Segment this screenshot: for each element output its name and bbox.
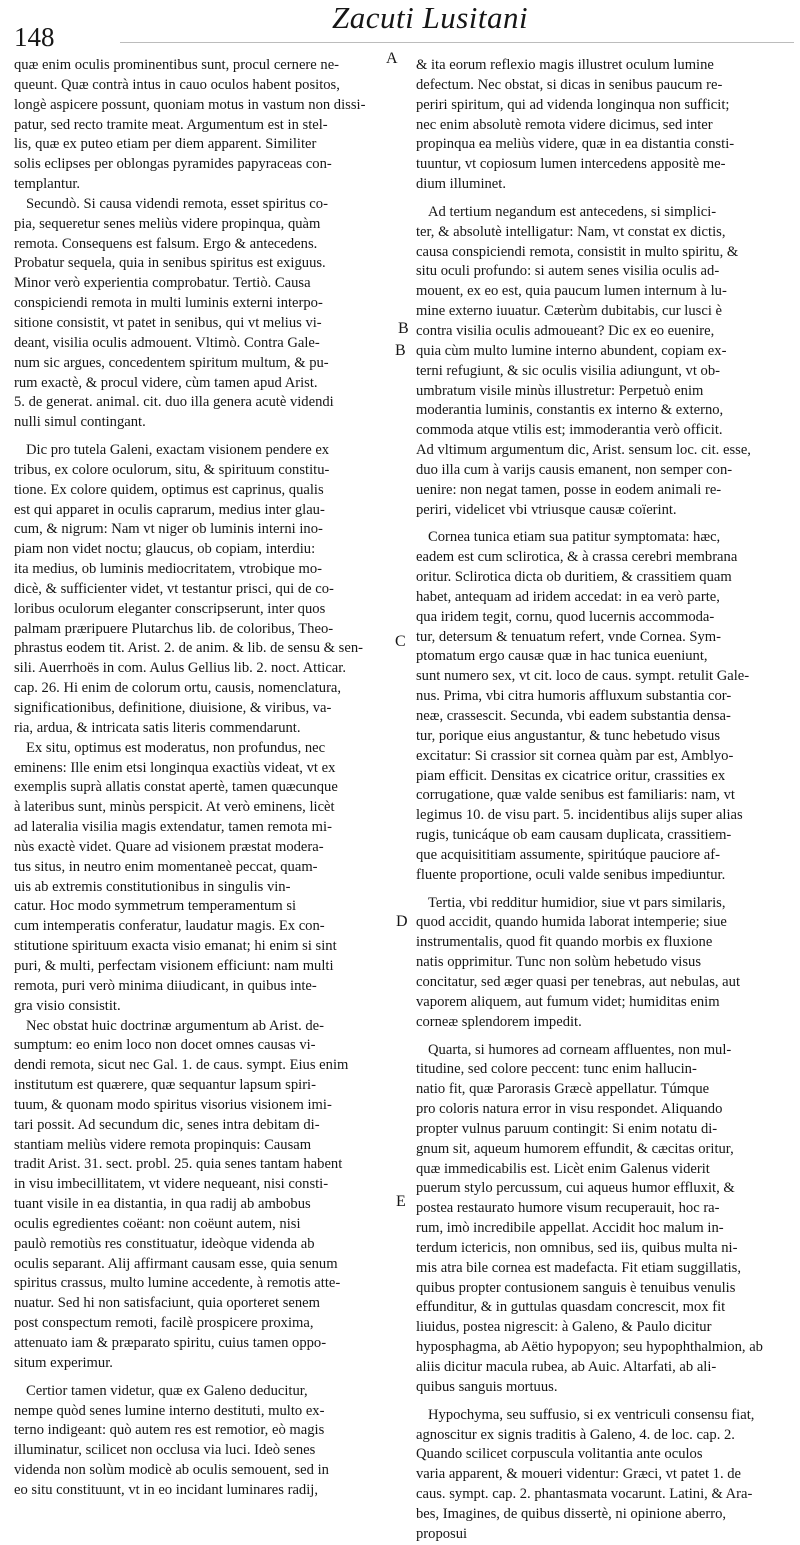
text-line: terni refugiunt, & sic oculis visilia adiungunt, vt ob- xyxy=(416,362,720,379)
text-line: instrumentalis, quod fit quando morbis ex fluxione xyxy=(416,934,713,951)
text-line: tur, porique eius angustantur, & tunc hebetudo visus xyxy=(416,727,721,744)
header-rule xyxy=(120,42,794,43)
text-line: tus situs, in neutro enim momentaneè peccat, quam- xyxy=(14,858,318,875)
text-line: commoda atque vtilis est; immoderantia verò officit. xyxy=(416,422,723,439)
margin-letter-b1: B xyxy=(398,320,409,337)
text-line: illuminatur, scilicet non occlusa via luci. Ideò senes xyxy=(14,1442,316,1459)
text-line: significationibus, definitione, diuisione, & viribus, va- xyxy=(14,700,332,716)
text-line: situm experimur. xyxy=(14,1354,113,1371)
text-line: paulò remotiùs res constituatur, ideòque videnda ab xyxy=(14,1235,315,1252)
page-header xyxy=(0,0,800,58)
text-line: rum exactè, & procul videre, cùm tamen apud Arist. xyxy=(14,374,318,391)
text-line: ria, ardua, & intricata satis literis commendarunt. xyxy=(14,719,301,736)
text-line: causa conspiciendi remota, consistit in multo spiritu, & xyxy=(416,243,739,260)
text-line: quæ immedicabilis est. Licèt enim Galenus viderit xyxy=(416,1160,710,1177)
text-line: terno indigeant: quò autem res est remotior, eò magis xyxy=(14,1422,325,1439)
text-line: mine externo iuuatur. Cæterùm dubitabis, cur lusci è xyxy=(416,303,722,320)
text-line: postea restaurato humore visum recuperauit, hoc ra- xyxy=(416,1200,720,1217)
text-line: tuum, & quonam modo spiritus visorius visionem imi- xyxy=(14,1096,332,1113)
text-line: dium illuminet. xyxy=(416,176,506,193)
left-text-column xyxy=(14,56,378,1501)
text-line: quia cùm multo lumine interno abundent, copiam ex- xyxy=(416,342,727,359)
text-line: gnum sit, aqueum humorem effundit, & cæcitas oritur, xyxy=(416,1140,734,1157)
text-line: corneæ splendorem impedit. xyxy=(416,1013,582,1030)
text-line: à lateribus sunt, minùs perspicit. At verò eminens, licèt xyxy=(14,799,335,816)
text-line: uis ab extremis constitutionibus in singulis vin- xyxy=(14,878,291,895)
text-line: effunditur, & in guttulas quasdam concrescit, mox fit xyxy=(416,1299,726,1316)
text-line: varia apparent, & moueri videntur: Græci, vt patet 1. de xyxy=(416,1466,742,1483)
text-line: templantur. xyxy=(14,176,81,193)
text-line: Minor verò experientia comprobatur. Tertiò. Causa xyxy=(14,275,311,292)
text-line: sili. Auerrhoës in com. Aulus Gellius lib. 2. noct. Atticar. xyxy=(14,660,346,677)
text-line: sitione consistit, vt patet in senibus, qui vt melius vi- xyxy=(14,314,322,331)
text-line: quæ enim oculis prominentibus sunt, procul cernere ne- xyxy=(14,57,340,73)
text-line: agnoscitur ex signis traditis à Galeno, 4. de loc. cap. 2. xyxy=(416,1426,735,1443)
text-line: remota. Consequens est falsum. Ergo & antecedens. xyxy=(14,235,318,252)
text-line: legimus 10. de visu part. 5. incidentibus alijs super alias xyxy=(416,807,743,824)
text-line: tur, detersum & tenuatum refert, vnde Cornea. Sym- xyxy=(416,628,721,645)
text-line: que acquisititiam assumente, spiritúque pauciore af- xyxy=(416,846,720,863)
running-head: Zacuti Lusitani xyxy=(332,0,529,35)
text-line: Dic pro tutela Galeni, exactam visionem pendere ex xyxy=(26,442,330,459)
text-line: nùs exactè videt. Quare ad visionem præstat modera- xyxy=(14,838,324,855)
text-line: cap. 26. Hi enim de colorum ortu, causis, nomenclatura, xyxy=(14,680,342,697)
text-line: ptomatum ergo causæ quæ in hac tunica eueniunt, xyxy=(416,648,708,665)
text-line: lis, quæ ex puteo etiam per diem apparent. Similiter xyxy=(14,136,317,153)
text-line: sumptum: eo enim loco non docet omnes causas vi- xyxy=(14,1037,316,1054)
text-line: nempe quòd senes lumine interno destituti, multo ex- xyxy=(14,1402,325,1419)
text-line: puri, & multi, perfectam visionem efficiunt: nam multi xyxy=(14,957,334,974)
text-line: neæ, crassescit. Secunda, vbi eadem substantia densa- xyxy=(416,708,731,724)
text-line: Certior tamen videtur, quæ ex Galeno deducitur, xyxy=(26,1382,308,1399)
text-line: oritur. Sclirotica dicta ob duritiem, & crassitiem quam xyxy=(416,569,732,586)
text-line: eminens: Ille enim etsi longinqua exactiùs videat, vt ex xyxy=(14,759,336,776)
text-line: tari possit. Ad secundum dic, senes intra debitam di- xyxy=(14,1116,320,1133)
text-line: post conspectum remoti, facilè prospicere proxima, xyxy=(14,1315,314,1332)
text-line: oculis separant. Alij affirmant causam esse, quia senum xyxy=(14,1255,338,1272)
text-line: piam efficit. Densitas ex cicatrice oritur, crassities ex xyxy=(416,767,726,784)
text-line: sunt numero sex, vt cit. loco de caus. sympt. retulit Gale- xyxy=(416,668,750,685)
text-line: tradit Arist. 31. sect. probl. 25. quia senes tantam habent xyxy=(14,1156,343,1173)
text-line: solis eclipses per oblongas pyramides papyraceas con- xyxy=(14,156,332,173)
margin-letter-a: A xyxy=(386,50,398,67)
text-line: Quarta, si humores ad corneam affluentes, non mul- xyxy=(428,1041,732,1058)
text-line: catur. Hoc modo symmetrum temperamentum si xyxy=(14,898,297,915)
margin-letter-e: E xyxy=(396,1193,406,1210)
text-line: loribus oculorum eleganter conscripserunt, inter quos xyxy=(14,600,326,617)
text-line: remota, puri verò minima diiudicant, in quibus inte- xyxy=(14,977,317,994)
text-line: conspiciendi remota in multi luminis externi interpo- xyxy=(14,295,323,312)
text-line: excitatur: Si crassior sit cornea quàm par est, Amblyo- xyxy=(416,747,734,764)
text-line: deant, visilia oculis admouent. Vltimò. Contra Gale- xyxy=(14,334,320,351)
text-line: propinqua ea meliùs videre, quæ in ea distantia consti- xyxy=(416,136,735,153)
text-line: propter vulnus paruum contingit: Si enim notatu di- xyxy=(416,1120,718,1137)
text-line: proposui xyxy=(416,1525,468,1542)
text-line: eadem est cum sclirotica, & à crassa cerebri membrana xyxy=(416,549,738,566)
text-line: nec enim absolutè remota videre dicimus, sed inter xyxy=(416,116,713,133)
margin-letter-b2: B xyxy=(395,342,406,359)
text-line: Quando scilicet corpuscula volitantia ante oculos xyxy=(416,1446,703,1463)
text-line: stitutione spirituum exacta visio emanat; hi enim si sint xyxy=(14,938,337,955)
text-line: Tertia, vbi redditur humidior, siue vt pars similaris, xyxy=(428,894,726,911)
text-line: puerum stylo percussum, cui aqueus humor effluxit, & xyxy=(416,1180,735,1197)
text-line: stantiam meliùs videre remota propinquis: Causam xyxy=(14,1136,312,1153)
text-line: titudine, sed colore peccent: tunc enim hallucin- xyxy=(416,1061,697,1078)
text-line: 5. de generat. animal. cit. duo illa genera acutè videndi xyxy=(14,394,334,411)
text-line: hyposphagma, ab Aëtio hypopyon; seu hypophthalmion, ab xyxy=(416,1339,763,1356)
page-number: 148 xyxy=(14,22,55,52)
text-line: num sic argues, concedentem spiritum multum, & pu- xyxy=(14,354,329,371)
text-line: fluente proportione, oculi valde senibus impediuntur. xyxy=(416,866,726,883)
text-line: habet, antequam ad iridem accedat: in ea verò parte, xyxy=(416,588,720,605)
text-line: mouent, ex eo est, quia paucum lumen internum à lu- xyxy=(416,283,727,300)
text-line: quibus propter contusionem sanguis è tenuibus venulis xyxy=(416,1279,736,1296)
text-line: cum, & nigrum: Nam vt niger ob luminis interni ino- xyxy=(14,521,323,538)
text-line: qua iridem tegit, cornu, quod lucernis accommoda- xyxy=(416,608,715,625)
text-line: rum, imò incredibile appellat. Accidit hoc malum in- xyxy=(416,1220,724,1237)
text-line: gra visio consistit. xyxy=(14,997,121,1014)
text-line: periri spiritum, qui ad videnda longinqua non sufficit; xyxy=(416,96,730,113)
text-line: pro coloris natura error in visu respondet. Aliquando xyxy=(416,1101,723,1118)
text-line: quod accidit, quando humida laborat intemperie; siue xyxy=(416,914,727,931)
text-line: nus. Prima, vbi citra humoris affluxum substantia cor- xyxy=(416,688,732,705)
text-line: eo situ constituunt, vt in eo incidant luminares radij, xyxy=(14,1481,318,1498)
text-line: dendi remota, sicut nec Gal. 1. de caus. sympt. Eius enim xyxy=(14,1057,349,1074)
text-line: uenire: non negat tamen, posse in eodem animali re- xyxy=(416,481,722,498)
text-line: moderantia luminis, constantis ex interno & externo, xyxy=(416,402,724,419)
text-line: Probatur sequela, quia in senibus spiritus est exiguus. xyxy=(14,255,326,272)
text-line: Ad vltimum argumentum dic, Arist. sensum loc. cit. esse, xyxy=(416,442,751,459)
text-line: videnda non solùm modicè ab oculis semouent, sed in xyxy=(14,1462,329,1479)
text-line: Nec obstat huic doctrinæ argumentum ab Arist. de- xyxy=(26,1017,325,1034)
text-line: longè aspicere possunt, quoniam motus in vastum non dissi- xyxy=(14,96,366,113)
text-line: in visu imbecillitatem, vt videre nequeant, nisi consti- xyxy=(14,1176,329,1193)
text-line: piam non videt noctu; glaucus, ob copiam, interdiu: xyxy=(14,541,316,558)
text-line: duo illa cum à varijs causis emanent, non semper con- xyxy=(416,461,733,478)
right-text-column xyxy=(416,56,774,1545)
text-line: attenuato iam & præparato spiritu, cuius tamen oppo- xyxy=(14,1335,327,1351)
text-line: cum intemperatis conferatur, laudatur magis. Ex con- xyxy=(14,918,325,935)
text-line: queunt. Quæ contrà intus in cauo oculos habent positos, xyxy=(14,76,340,93)
text-line: Cornea tunica etiam sua patitur symptomata: hæc, xyxy=(428,529,721,546)
text-line: defectum. Nec obstat, si dicas in senibus paucum re- xyxy=(416,76,723,93)
text-line: corrugatione, quæ valde senibus est familiaris: nam, vt xyxy=(416,787,735,804)
text-line: phrastus eodem tit. Arist. 2. de anim. & lib. de sensu & sen- xyxy=(14,640,363,657)
text-line: tuant visile in ea distantia, in qua radij ab ambobus xyxy=(14,1196,311,1213)
text-line: mis atra bile cornea est madefacta. Fit etiam suggillatis, xyxy=(416,1259,742,1276)
text-line: oculis egredientes coëant: non coëunt autem, nisi xyxy=(14,1215,301,1232)
text-line: liuidus, postea nigrescit: à Galeno, & Paulo dicitur xyxy=(416,1319,712,1336)
margin-letter-d: D xyxy=(396,913,408,930)
text-line: Hypochyma, seu suffusio, si ex ventriculi consensu fiat, xyxy=(428,1406,755,1423)
text-line: Secundò. Si causa videndi remota, esset spiritus co- xyxy=(26,195,328,212)
text-line: ter, & absolutè intelligatur: Nam, vt constat ex dictis, xyxy=(416,223,726,240)
text-line: Ad tertium negandum est antecedens, si simplici- xyxy=(428,203,717,220)
text-line: est qui apparet in oculis caprarum, medius inter glau- xyxy=(14,501,325,518)
text-line: dicè, & sufficienter videt, vt testantur prisci, qui de co- xyxy=(14,580,334,597)
text-line: aliis dicitur macula rubea, ab Auic. Altarfati, ab ali- xyxy=(416,1359,717,1375)
text-line: patur, sed recto tramite meat. Argumentum est in stel- xyxy=(14,116,328,133)
margin-letter-c: C xyxy=(395,633,406,650)
text-line: quibus sanguis mortuus. xyxy=(416,1378,558,1395)
text-line: pia, sequeretur senes meliùs videre propinqua, quàm xyxy=(14,215,321,232)
text-line: terdum ictericis, non omnibus, sed iis, quibus multa ni- xyxy=(416,1239,738,1256)
text-line: situ oculi profundo: si autem senes visilia oculis ad- xyxy=(416,263,720,280)
text-line: bes, Imagines, de quibus dissertè, ni opinione aberro, xyxy=(416,1505,727,1522)
text-line: ad lateralia visilia magis extendatur, tamen remota mi- xyxy=(14,819,332,836)
text-line: institutum est quærere, quæ sequantur lapsum spiri- xyxy=(14,1077,316,1094)
text-line: spiritus crassus, multo lumine accedente, à remotis atte- xyxy=(14,1275,341,1292)
text-line: tione. Ex colore quidem, optimus est caprinus, qualis xyxy=(14,481,324,498)
text-line: tribus, ex colore oculorum, situ, & spirituum constitu- xyxy=(14,461,330,478)
text-line: periri, videlicet vbi vtriusque causæ coïerint. xyxy=(416,501,677,518)
text-line: caus. sympt. cap. 2. phantasmata vocarunt. Latini, & Ara- xyxy=(416,1486,753,1503)
text-line: palmam præripuere Plutarchus lib. de coloribus, Theo- xyxy=(14,620,334,637)
text-line: concitatur, sed æger quasi per tenebras, aut nebulas, aut xyxy=(416,973,741,990)
text-line: tuuntur, vt copiosum lumen intercedens appositè me- xyxy=(416,156,726,173)
text-line: rugis, tunicáque ob eam causam duplicata, crassitiem- xyxy=(416,827,732,844)
text-line: nuatur. Sed hi non satisfaciunt, quia oporteret senem xyxy=(14,1295,320,1312)
text-line: contra visilia oculis admoueant? Dic ex eo euenire, xyxy=(416,322,715,339)
text-line: vaporem aliquem, aut fumum videt; humiditas enim xyxy=(416,993,720,1010)
text-line: ita medius, ob luminis mediocritatem, vtrobique mo- xyxy=(14,561,323,578)
text-line: umbratum visile minùs illustretur: Perpetuò enim xyxy=(416,382,704,399)
text-line: natio fit, quæ Parorasis Græcè appellatur. Túmque xyxy=(416,1081,710,1098)
text-line: exemplis suprà allatis constat apertè, tamen quæcunque xyxy=(14,779,338,796)
text-line: nulli simul contingant. xyxy=(14,414,146,431)
text-line: natis opprimitur. Tunc non solùm hebetudo visus xyxy=(416,954,701,971)
text-line: & ita eorum reflexio magis illustret oculum lumine xyxy=(416,57,714,73)
text-line: Ex situ, optimus est moderatus, non profundus, nec xyxy=(26,739,326,756)
